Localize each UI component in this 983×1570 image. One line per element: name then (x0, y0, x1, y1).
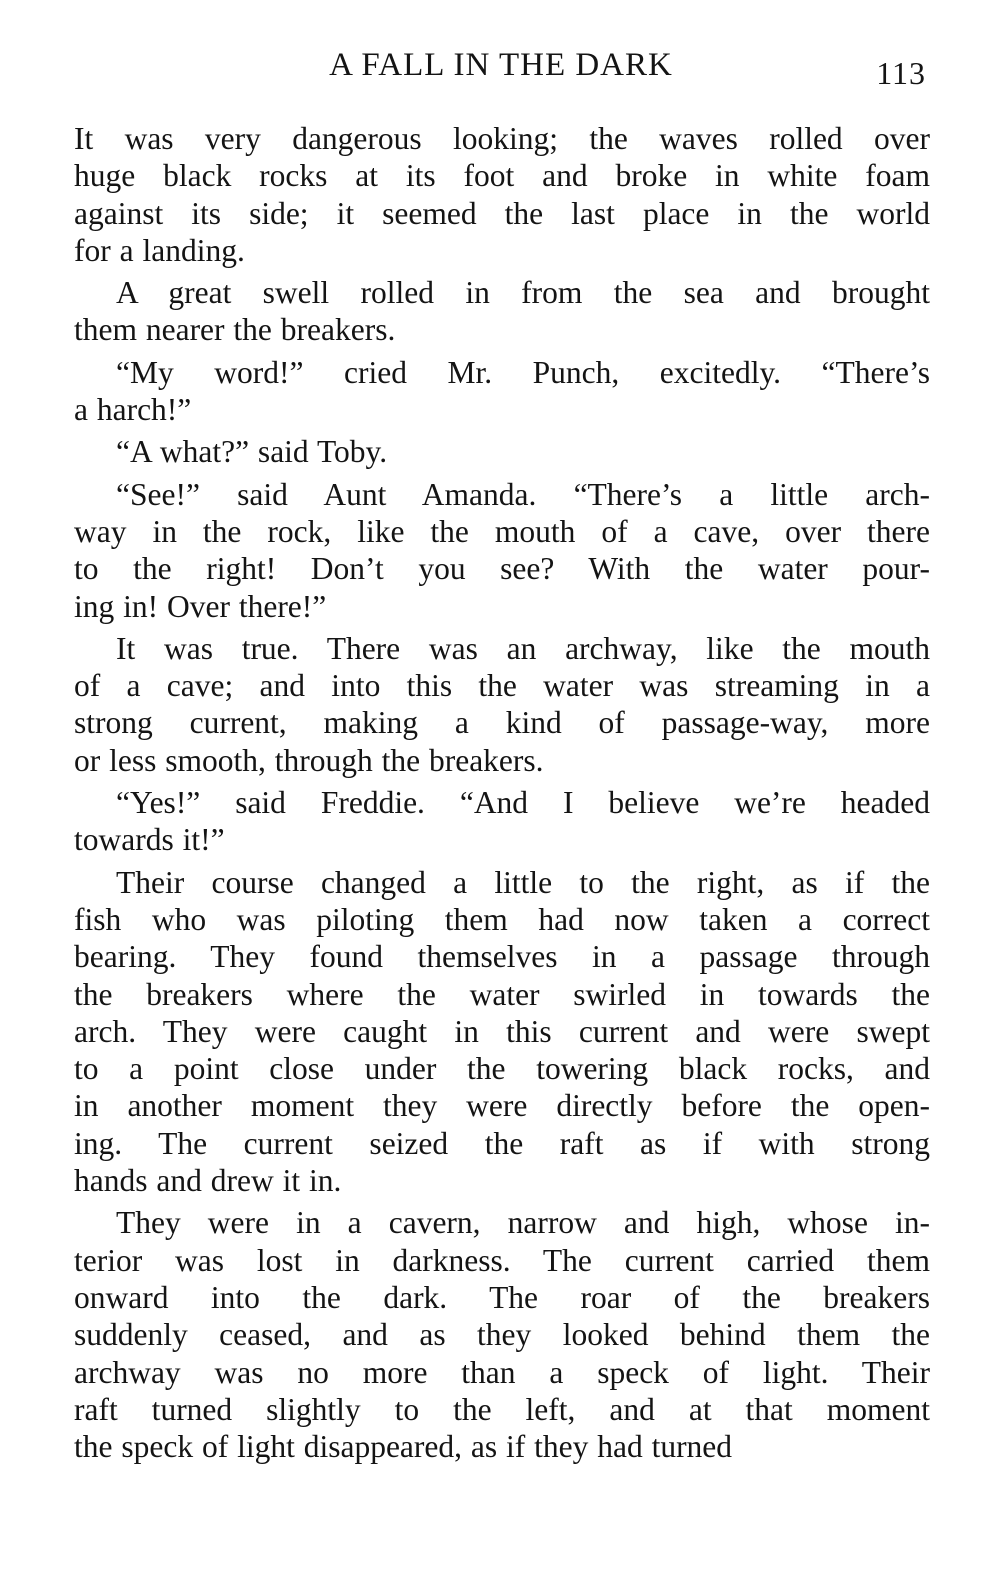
text-line: the speck of light disappeared, as if they had turned (74, 1429, 733, 1465)
text-line: hands and drew it in. (74, 1163, 342, 1199)
text-line: “A what?” said Toby. (116, 434, 388, 470)
text-line: the breakers where the water swirled in towards the (74, 976, 930, 1012)
text-line: They were in a cavern, narrow and high, whose in- (116, 1205, 930, 1241)
text-line: A great swell rolled in from the sea and brought (116, 275, 930, 311)
text-line: them nearer the breakers. (74, 312, 396, 348)
text-line: for a landing. (74, 232, 245, 268)
text-line: in another moment they were directly before the open- (74, 1088, 930, 1124)
paragraph (74, 274, 930, 349)
chapter-title: A FALL IN THE DARK (329, 47, 673, 83)
text-line: ing. The current seized the raft as if with strong (74, 1125, 930, 1161)
text-line: strong current, making a kind of passage-way, more (74, 705, 930, 741)
page-number: 113 (876, 55, 926, 91)
text-line: or less smooth, through the breakers. (74, 742, 544, 778)
text-line: arch. They were caught in this current and were swept (74, 1013, 930, 1049)
text-line: It was very dangerous looking; the waves rolled over (74, 121, 930, 156)
text-line: against its side; it seemed the last place in the world (74, 195, 930, 231)
body-text (74, 120, 930, 1470)
text-line: “Yes!” said Freddie. “And I believe we’re headed (116, 785, 930, 821)
text-line: “See!” said Aunt Amanda. “There’s a little arch- (116, 476, 930, 512)
text-line: archway was no more than a speck of light. Their (74, 1354, 930, 1390)
paragraph (74, 120, 930, 269)
text-line: towards it!” (74, 822, 225, 858)
text-line: ing in! Over there!” (74, 588, 327, 624)
text-line: to a point close under the towering black rocks, and (74, 1051, 930, 1087)
text-line: way in the rock, like the mouth of a cave, over there (74, 513, 930, 549)
paragraph (74, 354, 930, 429)
paragraph (74, 784, 930, 859)
paragraph (74, 864, 930, 1200)
text-line: huge black rocks at its foot and broke in white foam (74, 158, 930, 194)
running-head (70, 40, 932, 90)
text-line: bearing. They found themselves in a passage through (74, 939, 930, 975)
paragraph (74, 433, 930, 470)
text-line: to the right! Don’t you see? With the water pour- (74, 551, 930, 587)
text-line: It was true. There was an archway, like the mouth (116, 630, 930, 666)
text-line: Their course changed a little to the right, as if the (116, 864, 930, 900)
text-line: suddenly ceased, and as they looked behind them the (74, 1317, 930, 1353)
paragraph (74, 1204, 930, 1465)
text-line: fish who was piloting them had now taken a correct (74, 901, 930, 937)
text-line: onward into the dark. The roar of the breakers (74, 1279, 930, 1315)
text-line: terior was lost in darkness. The current carried them (74, 1242, 930, 1278)
paragraph (74, 630, 930, 779)
paragraph (74, 476, 930, 625)
text-line: raft turned slightly to the left, and at that moment (74, 1391, 930, 1427)
text-line: of a cave; and into this the water was streaming in a (74, 668, 930, 704)
text-line: “My word!” cried Mr. Punch, excitedly. “There’s (116, 354, 930, 390)
text-line: a harch!” (74, 392, 192, 428)
